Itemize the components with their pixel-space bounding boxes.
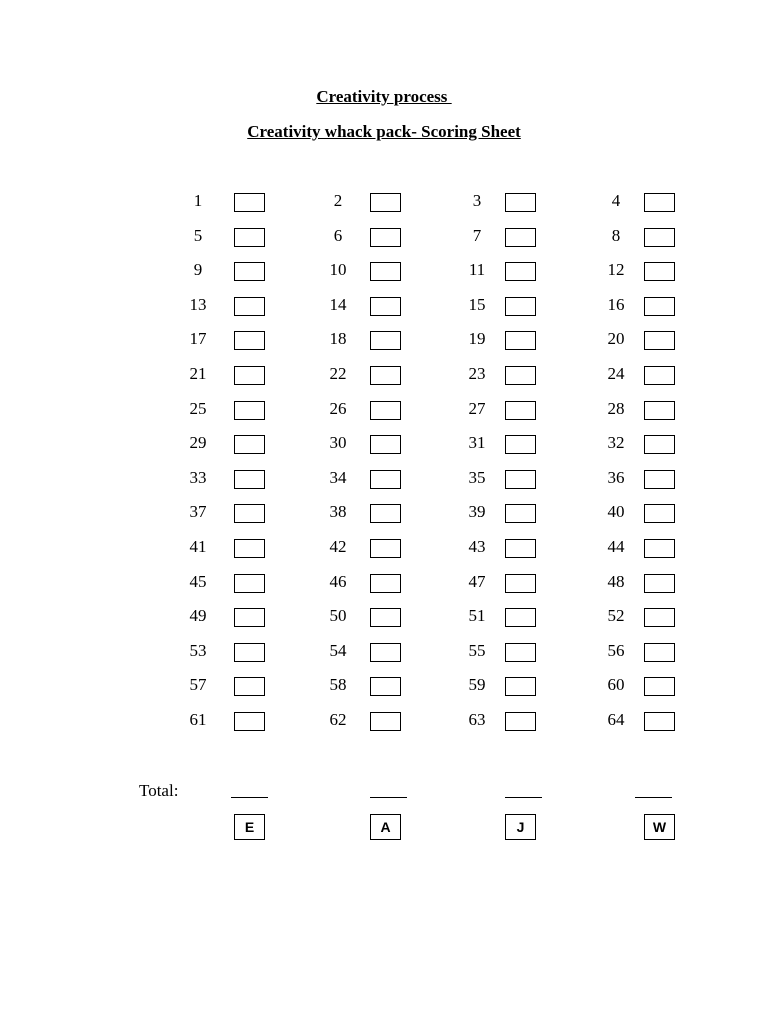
item-number: 20 (607, 329, 625, 349)
item-number: 39 (468, 502, 486, 522)
score-box[interactable] (505, 608, 536, 627)
score-box[interactable] (644, 574, 675, 593)
total-blank-line (505, 797, 542, 798)
item-number: 44 (607, 537, 625, 556)
item-number: 37 (189, 502, 207, 522)
score-box[interactable] (234, 470, 265, 489)
score-box[interactable] (505, 677, 536, 696)
score-box[interactable] (505, 539, 536, 558)
score-box[interactable] (505, 574, 536, 593)
item-number: 43 (468, 537, 486, 556)
total-blank-line (635, 797, 672, 798)
score-box[interactable] (644, 608, 675, 627)
item-number: 55 (468, 640, 486, 660)
item-number: 29 (189, 433, 207, 453)
score-box[interactable] (644, 712, 675, 731)
score-box[interactable] (505, 262, 536, 281)
item-number: 47 (468, 571, 486, 591)
item-number: 41 (189, 537, 207, 556)
item-number: 59 (468, 675, 486, 695)
score-box[interactable] (505, 297, 536, 316)
score-box[interactable] (370, 331, 401, 350)
item-number: 52 (607, 606, 625, 626)
item-number: 34 (329, 467, 347, 487)
item-number: 36 (607, 467, 625, 487)
score-box[interactable] (644, 331, 675, 350)
item-number: 33 (189, 467, 207, 487)
score-box[interactable] (370, 574, 401, 593)
item-number: 7 (472, 225, 482, 245)
score-box[interactable] (234, 504, 265, 523)
score-box[interactable] (234, 297, 265, 316)
item-number: 3 (472, 191, 482, 210)
score-box[interactable] (234, 193, 265, 212)
score-box[interactable] (370, 297, 401, 316)
score-box[interactable] (234, 677, 265, 696)
item-number: 25 (189, 398, 207, 418)
score-box[interactable] (644, 297, 675, 316)
score-box[interactable] (234, 574, 265, 593)
score-box[interactable] (644, 470, 675, 489)
item-number: 62 (329, 710, 347, 729)
item-number: 56 (607, 640, 625, 660)
score-box[interactable] (370, 712, 401, 731)
item-number: 38 (329, 502, 347, 522)
score-box[interactable] (370, 539, 401, 558)
score-box[interactable] (370, 435, 401, 454)
item-number: 58 (329, 675, 347, 695)
item-number: 2 (333, 191, 343, 210)
score-box[interactable] (234, 712, 265, 731)
item-number: 14 (329, 294, 347, 314)
item-number: 53 (189, 640, 207, 660)
score-box[interactable] (370, 608, 401, 627)
total-label: Total: (139, 781, 179, 800)
item-number: 35 (468, 467, 486, 487)
item-number: 18 (329, 329, 347, 349)
score-box[interactable] (644, 504, 675, 523)
page-subtitle: Creativity whack pack- Scoring Sheet (247, 122, 521, 141)
total-blank-line (231, 797, 268, 798)
score-box[interactable] (370, 470, 401, 489)
item-number: 6 (333, 225, 343, 245)
score-box[interactable] (234, 331, 265, 350)
item-number: 15 (468, 294, 486, 314)
score-box[interactable] (644, 193, 675, 212)
score-box[interactable] (370, 193, 401, 212)
item-number: 31 (468, 433, 486, 453)
score-box[interactable] (370, 401, 401, 420)
item-number: 28 (607, 398, 625, 418)
item-number: 63 (468, 710, 486, 729)
score-box[interactable] (644, 539, 675, 558)
item-number: 54 (329, 640, 347, 660)
score-box[interactable] (505, 643, 536, 662)
item-number: 10 (329, 260, 347, 280)
score-box[interactable] (644, 643, 675, 662)
score-box[interactable] (370, 228, 401, 247)
item-number: 13 (189, 294, 207, 314)
score-box[interactable] (234, 401, 265, 420)
score-box[interactable] (505, 435, 536, 454)
item-number: 27 (468, 398, 486, 418)
score-box[interactable] (505, 331, 536, 350)
score-box[interactable] (505, 504, 536, 523)
item-number: 64 (607, 710, 625, 729)
score-box[interactable] (644, 401, 675, 420)
score-box[interactable] (234, 643, 265, 662)
item-number: 48 (607, 571, 625, 591)
item-number: 8 (611, 225, 621, 245)
item-number: 57 (189, 675, 207, 695)
score-box[interactable] (505, 470, 536, 489)
item-number: 26 (329, 398, 347, 418)
score-box[interactable] (234, 435, 265, 454)
total-blank-line (370, 797, 407, 798)
score-box[interactable] (644, 366, 675, 385)
score-box[interactable] (505, 228, 536, 247)
score-box[interactable] (370, 643, 401, 662)
score-box[interactable] (505, 366, 536, 385)
item-number: 17 (189, 329, 207, 349)
item-number: 30 (329, 433, 347, 453)
category-box-w: W (644, 814, 675, 840)
item-number: 60 (607, 675, 625, 695)
score-box[interactable] (644, 677, 675, 696)
score-box[interactable] (234, 366, 265, 385)
item-number: 40 (607, 502, 625, 522)
item-number: 46 (329, 571, 347, 591)
item-number: 45 (189, 571, 207, 591)
page-title: Creativity process (316, 87, 452, 106)
score-box[interactable] (234, 262, 265, 281)
item-number: 19 (468, 329, 486, 349)
score-box[interactable] (370, 366, 401, 385)
score-box[interactable] (644, 435, 675, 454)
item-number: 21 (189, 364, 207, 383)
item-number: 50 (329, 606, 347, 626)
category-box-e: E (234, 814, 265, 840)
item-number: 49 (189, 606, 207, 626)
item-number: 5 (193, 225, 203, 245)
item-number: 42 (329, 537, 347, 556)
score-box[interactable] (370, 677, 401, 696)
score-box[interactable] (505, 193, 536, 212)
item-number: 61 (189, 710, 207, 729)
item-number: 32 (607, 433, 625, 453)
item-number: 9 (193, 260, 203, 280)
category-box-j: J (505, 814, 536, 840)
item-number: 12 (607, 260, 625, 280)
score-box[interactable] (234, 228, 265, 247)
item-number: 4 (611, 191, 621, 210)
item-number: 51 (468, 606, 486, 626)
item-number: 22 (329, 364, 347, 383)
score-box[interactable] (505, 712, 536, 731)
score-box[interactable] (234, 539, 265, 558)
item-number: 11 (468, 260, 486, 280)
item-number: 16 (607, 294, 625, 314)
item-number: 24 (607, 364, 625, 383)
score-box[interactable] (644, 228, 675, 247)
item-number: 1 (193, 191, 203, 210)
score-box[interactable] (234, 608, 265, 627)
item-number: 23 (468, 364, 486, 383)
category-box-a: A (370, 814, 401, 840)
score-box[interactable] (505, 401, 536, 420)
score-box[interactable] (644, 262, 675, 281)
score-box[interactable] (370, 262, 401, 281)
score-box[interactable] (370, 504, 401, 523)
